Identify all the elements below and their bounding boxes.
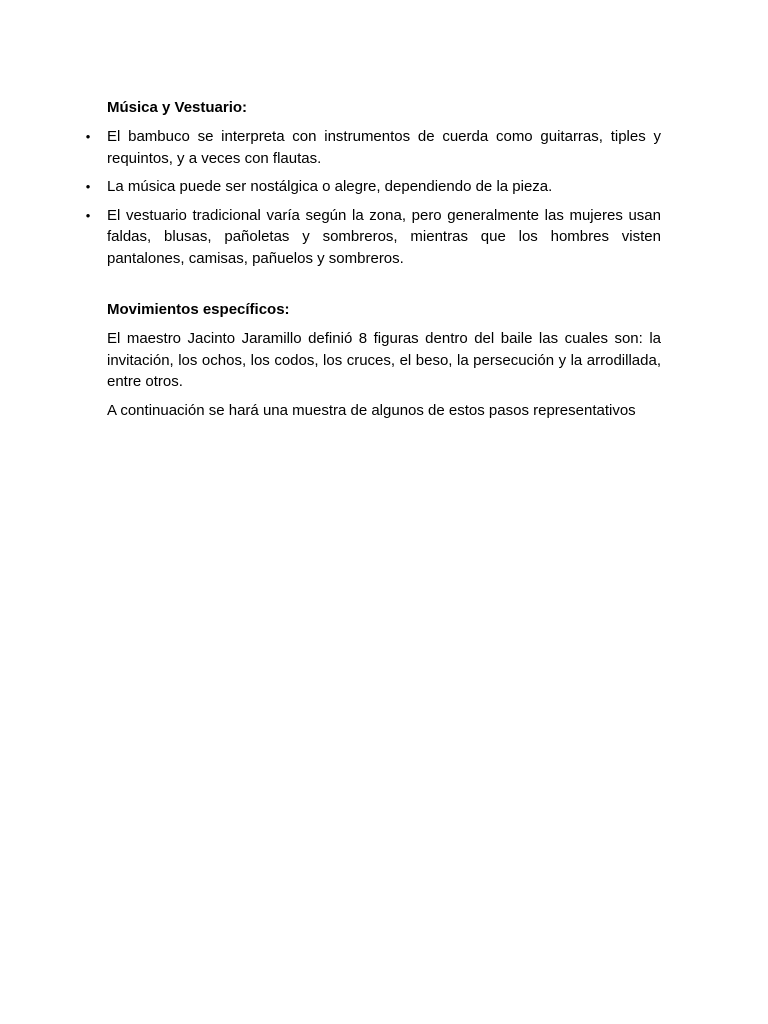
list-item-text: El bambuco se interpreta con instrumentos de cuerda como guitarras, tiples y requintos, y a veces con flautas. (107, 128, 661, 167)
list-item (85, 176, 661, 198)
document-body (85, 97, 661, 428)
paragraph: El maestro Jacinto Jaramillo definió 8 figuras dentro del baile las cuales son: la invitación, los ochos, los codos, los cruces, el beso, la persecución y la arrodillada, entre otros. (107, 330, 661, 390)
bullet-icon: • (85, 129, 91, 144)
list-item (85, 126, 661, 169)
section-spacer (107, 276, 661, 299)
bullet-icon: • (85, 207, 91, 223)
paragraph: A continuación se hará una muestra de algunos de estos pasos representativos (107, 401, 636, 419)
list-item-text: La música puede ser nostálgica o alegre, dependiendo de la pieza. (107, 178, 553, 195)
list-item (85, 205, 661, 270)
section-heading-musica-vestuario: Música y Vestuario: (107, 99, 248, 116)
list-item-text: El vestuario tradicional varía según la zona, pero generalmente las mujeres usan faldas, blusas, pañoletas y sombreros, mientras que los hombres visten pantalones, camisas, pañuelos y sombreros. (107, 206, 661, 267)
bullet-icon: • (85, 179, 91, 194)
bullet-list (85, 126, 661, 269)
section-heading-movimientos: Movimientos específicos: (107, 301, 290, 318)
